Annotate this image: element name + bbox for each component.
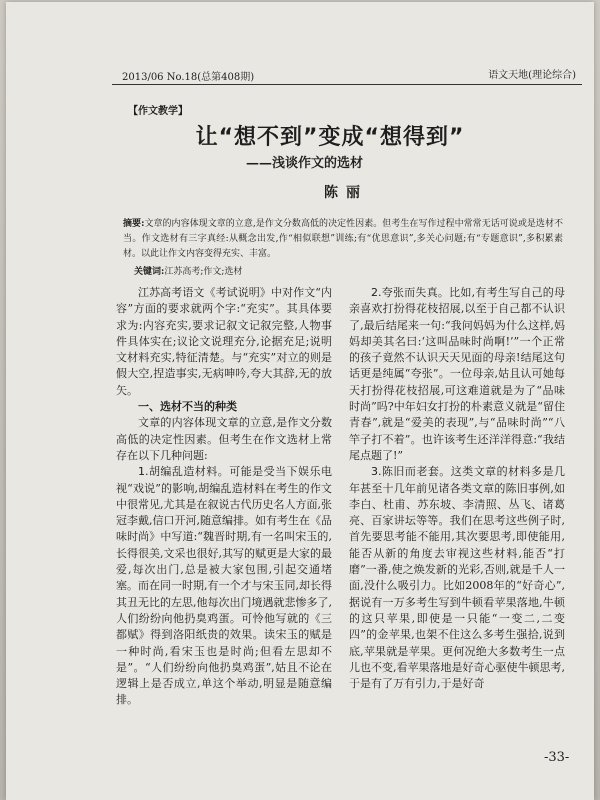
keywords-text: 江苏高考;作文;选材 — [164, 267, 243, 277]
intro-paragraph: 江苏高考语文《考试说明》中对作文“内容”方面的要求就两个字:“充实”。其具体要求为:内容充实,要求记叙文记叙完整,人物事件具体实在;议论文说理充分,论据充足;说明文材料充实,特征清楚。与“充实”对立的则是假大空,捏造事实,无病呻吟,夸大其辞,无的放矢。 — [116, 286, 332, 397]
item-label: 1.胡编乱造材料。 — [138, 465, 230, 479]
item-paragraph — [116, 464, 332, 708]
issue-info: 2013/06 No.18(总第408期) — [122, 72, 255, 83]
keywords-label: 关键词: — [134, 267, 165, 277]
left-column — [116, 285, 332, 709]
item-text: 可能是受当下娱乐电视“戏说”的影响,胡编乱造材料在考生的作文中很常见,尤其是在叙说古代历史名人方面,张冠李戴,信口开河,随意编排。如有考生在《品味时尚》中写道:“魏晋时期,有一名叫宋玉的,长得很美,文采也很好,其写的赋更是大家的最爱,每次出门,总是被大家包围,引起交通堵塞。而在同一时期,有一个才与宋玉同,却长得其丑无比的左思,他每次出门境遇就悲惨多了,人们纷纷向他扔臭鸡蛋。可怜他写就的《三都赋》得到洛阳纸贵的效果。读宋玉的赋是一种时尚,看宋玉也是时尚;但看左思却不是”。“人们纷纷向他扔臭鸡蛋”,姑且不论在逻辑上是否成立,单这个举动,明显是随意编排。 — [116, 465, 332, 707]
paragraph: 文章的内容体现文章的立意,是作文分数高低的决定性因素。但考生在作文选材上常存在以下几种问题: — [116, 416, 332, 462]
journal-page — [6, 2, 594, 800]
page-number: -33- — [544, 750, 570, 765]
abstract-label: 摘要: — [123, 219, 145, 229]
abstract-text: 文章的内容体现文章的立意,是作文分数高低的决定性因素。但考生在写作过程中常常无话可说或是选材不当。作文选材有三字真经:从概念出发,作“相似联想”训练;有“优思意识”,多关心问题;有“专题意识”,多积累素材。以此让作文内容变得充实、丰富。 — [123, 219, 563, 259]
author-name: 陈丽 — [324, 185, 368, 201]
item-paragraph — [349, 464, 565, 692]
item-text: 比如,有考生写自己的母亲喜欢打扮得花枝招展,以至于自己都不认识了,最后结尾来一句:“我问妈妈为什么这样,妈妈却美其名曰:‘这叫品味时尚啊!’”一个正常的孩子竟然不认识天天见面的母亲!结尾这句话更是纯属“夸张”。一位母亲,姑且认可她每天打扮得花枝招展,可这难道就是为了“品味时尚”吗?中年妇女打扮的朴素意义就是“留住青春”,就是“爱美的表现”,与“品味时尚”“八竿子打不着”。也许该考生还洋洋得意:“我结尾点题了!” — [349, 286, 566, 462]
header-rule — [112, 84, 582, 85]
journal-name: 语文天地(理论综合) — [488, 70, 576, 81]
abstract — [123, 217, 563, 262]
article-title: 让“想不到”变成“想得到” — [195, 125, 465, 150]
right-column — [349, 285, 565, 692]
article-subtitle: ——浅谈作文的选材 — [246, 156, 364, 171]
item-paragraph — [349, 285, 565, 464]
item-label: 2.夸张而失真。 — [371, 286, 450, 299]
item-label: 3.陈旧而老套。 — [371, 465, 451, 479]
section-tag: 【作文教学】 — [128, 106, 188, 117]
section-heading: 一、选材不当的种类 — [138, 400, 237, 414]
item-text: 这类文章的材料多是几年甚至十几年前见诸各类文章的陈旧事例,如李白、杜甫、苏东坡、李清照、丛飞、诸葛亮、百家讲坛等等。我们在思考这些例子时,首先要思考能不能用,其次要思考,即使能用,能否从新的角度去审视这些材料,能否“打磨”一番,使之焕发新的光彩,否则,就是千人一面,没什么吸引力。比如2008年的“好奇心”,据说有一万多考生写到牛顿看苹果落地,牛顿的这只苹果,即使是一只能“一变二,二变四”的金苹果,也架不住这么多考生强拾,说到底,苹果就是苹果。更何况绝大多数考生一点儿也不变,看苹果落地是好奇心驱使牛顿思考,于是有了万有引力,于是好奇 — [349, 465, 565, 691]
keywords — [134, 264, 242, 277]
